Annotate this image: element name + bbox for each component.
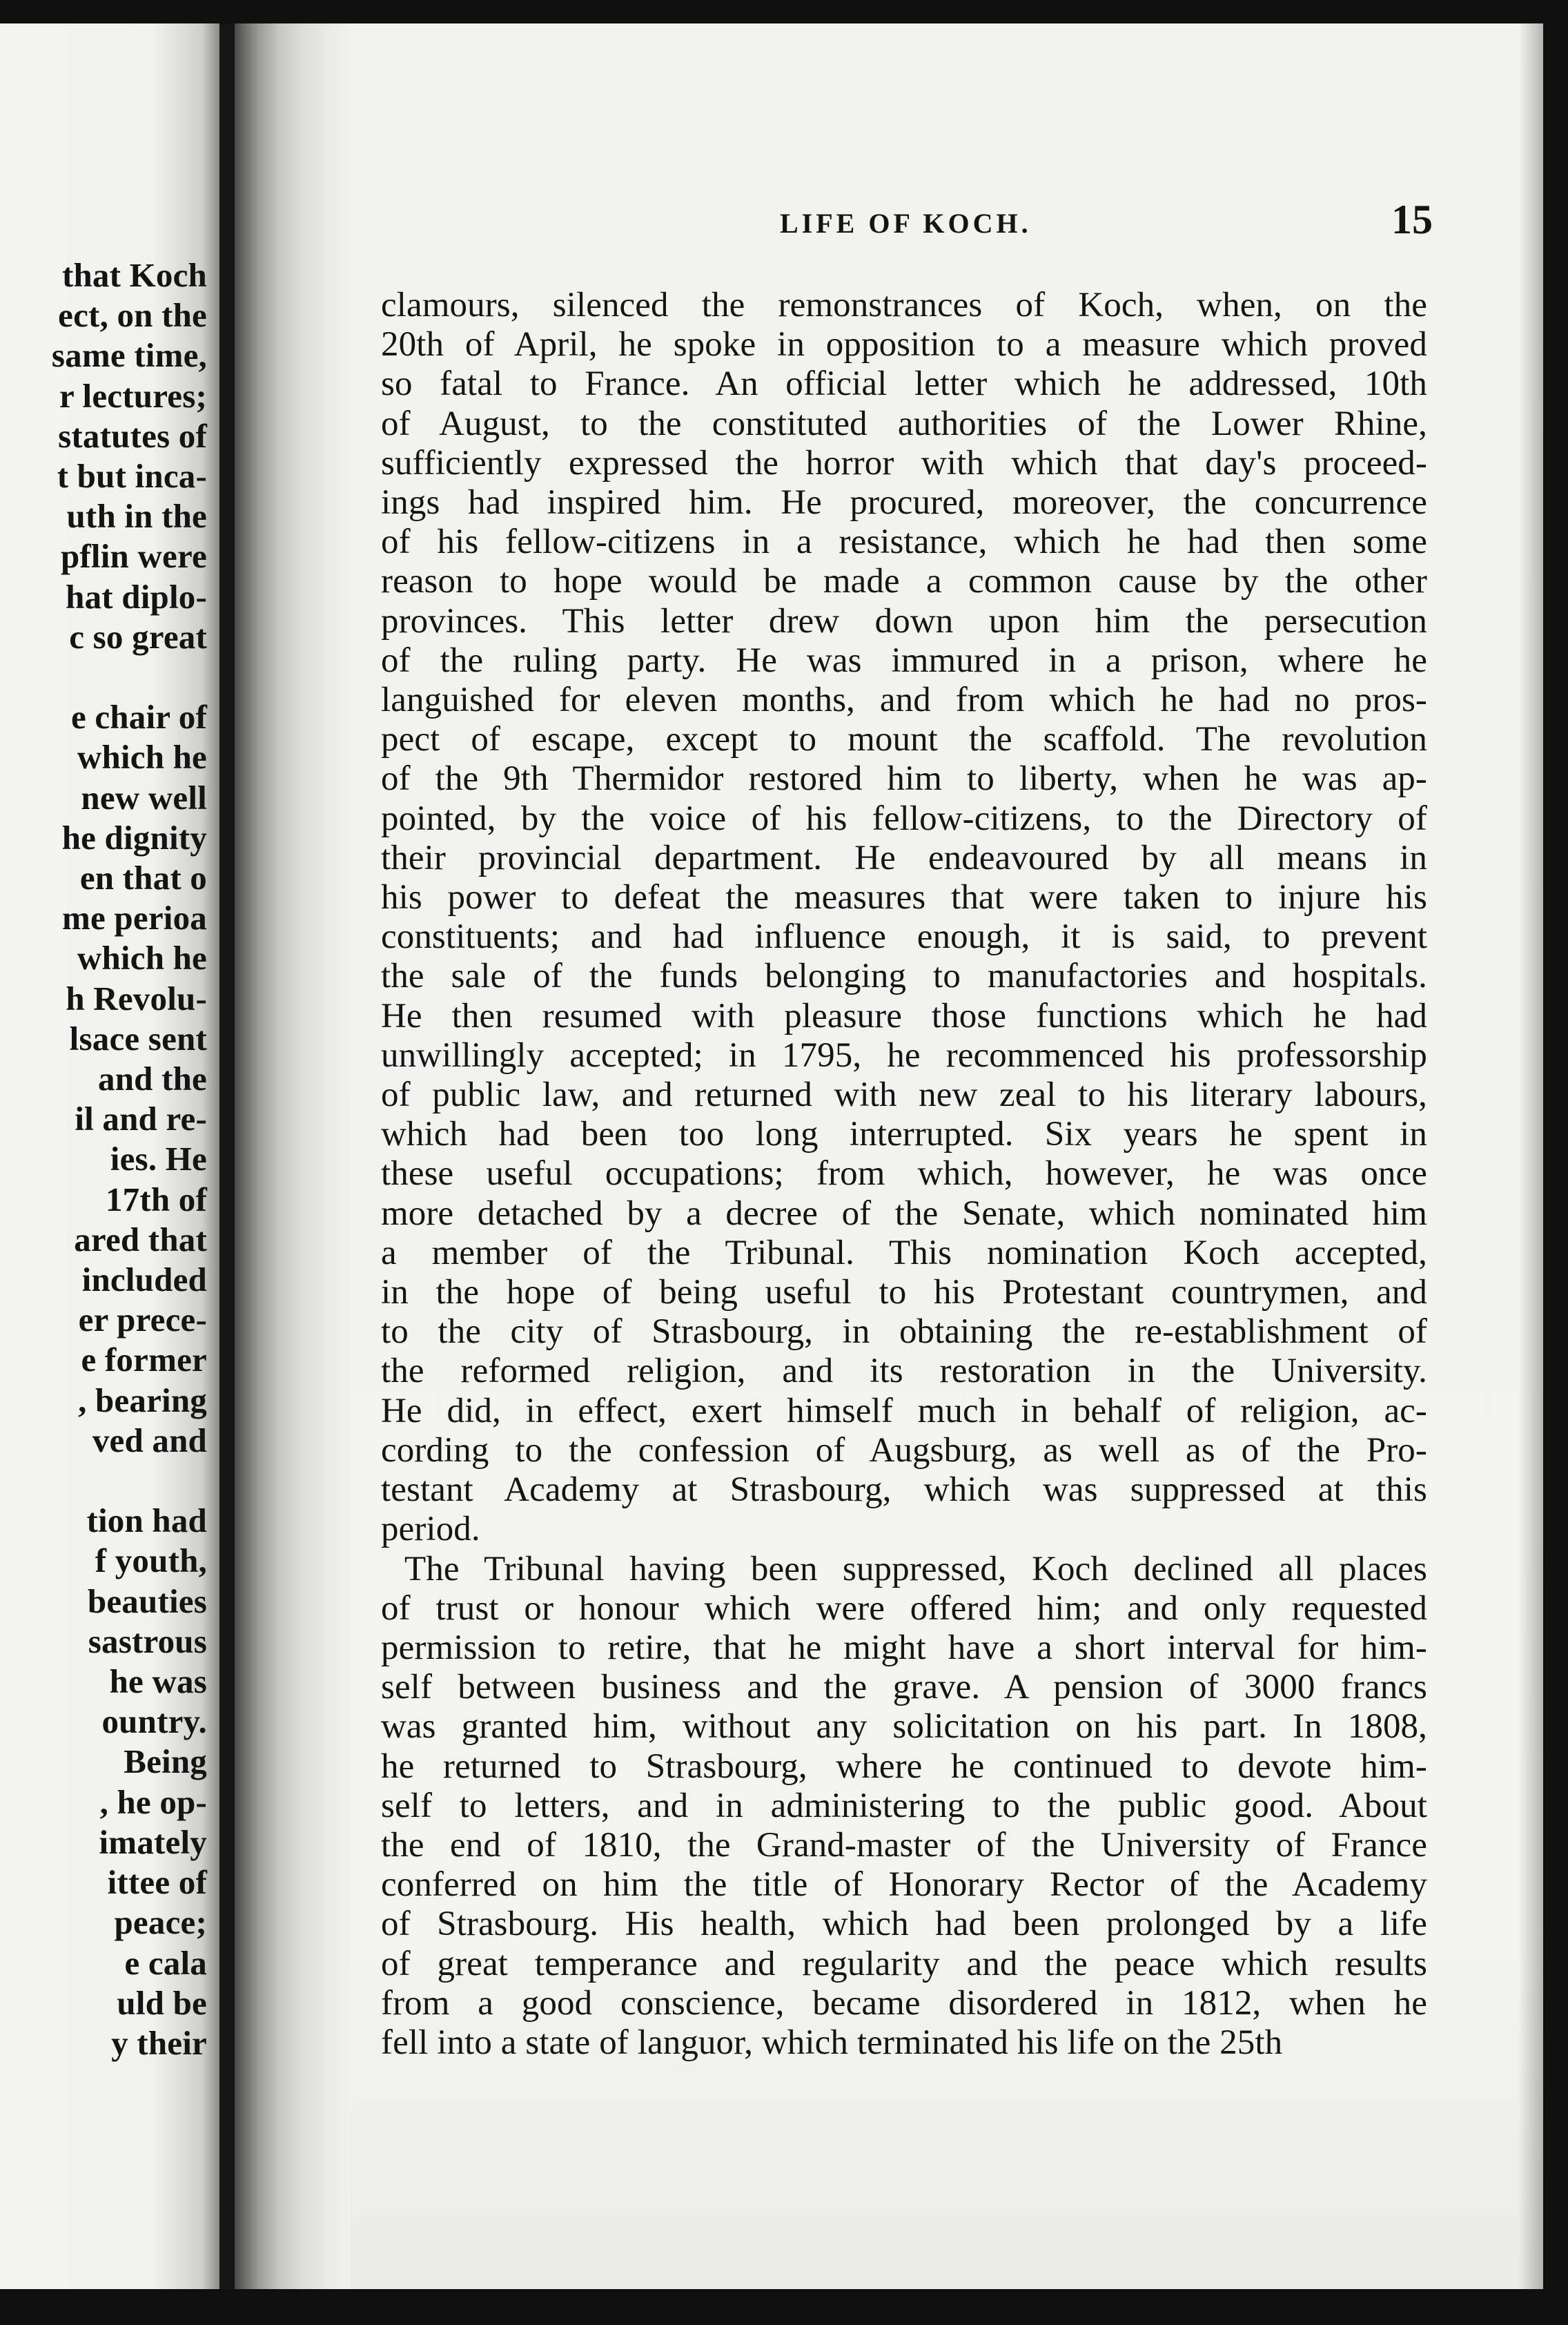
- book-gutter-shadow: [219, 23, 351, 2289]
- facing-page-line: e cala: [124, 1943, 207, 1982]
- facing-page-line: which he: [77, 738, 207, 777]
- text-line: to the city of Strasbourg, in obtaining the re-establishment of: [381, 1312, 1427, 1352]
- text-line: unwillingly accepted; in 1795, he recommenced his professorship: [381, 1035, 1427, 1075]
- text-line: 20th of April, he spoke in opposition to a measure which proved: [381, 325, 1427, 364]
- facing-page-line: e chair of: [70, 698, 207, 737]
- facing-page-line: , bearing: [78, 1381, 207, 1419]
- text-line: was granted him, without any solicitation on his part. In 1808,: [381, 1707, 1427, 1747]
- body-text: [381, 286, 1427, 2063]
- facing-page-line: beauties: [87, 1582, 207, 1620]
- facing-page-line: e former: [81, 1341, 207, 1379]
- facing-page-line: which he: [77, 939, 207, 977]
- text-line: of the 9th Thermidor restored him to liberty, when he was ap-: [381, 759, 1427, 799]
- text-line: of the ruling party. He was immured in a prison, where he: [381, 641, 1427, 680]
- facing-page-line: r lectures;: [59, 376, 207, 415]
- facing-page-line: included: [81, 1261, 207, 1299]
- text-line: clamours, silenced the remonstrances of Koch, when, on the: [381, 286, 1427, 324]
- facing-page-line: er prece-: [78, 1301, 207, 1339]
- text-line: of great temperance and regularity and the peace which results: [381, 1944, 1427, 1983]
- facing-page-line: pflin were: [60, 537, 207, 576]
- book-spine: [219, 23, 235, 2289]
- text-line: the sale of the funds belonging to manufactories and hospitals.: [381, 957, 1427, 996]
- facing-page-line: , he op-: [99, 1782, 207, 1821]
- facing-page-line: that Koch: [61, 256, 207, 294]
- text-line: of August, to the constituted authorities of the Lower Rhine,: [381, 404, 1427, 443]
- facing-page-line: tion had: [86, 1501, 207, 1540]
- facing-page-line: t but inca-: [57, 457, 207, 496]
- text-line: pect of escape, except to mount the scaffold. The revolution: [381, 720, 1427, 759]
- scan-border-right: [1543, 0, 1568, 2325]
- text-line: He did, in effect, exert himself much in behalf of religion, ac-: [381, 1391, 1427, 1430]
- scan-border-top: [0, 0, 1568, 23]
- facing-page-line: he dignity: [61, 818, 207, 857]
- facing-page-text: [52, 255, 207, 2063]
- text-line: reason to hope would be made a common cause by the other: [381, 562, 1427, 601]
- text-line: self between business and the grave. A pension of 3000 francs: [381, 1668, 1427, 1707]
- facing-page-line: ved and: [92, 1421, 207, 1459]
- facing-page-line: sastrous: [88, 1622, 207, 1660]
- facing-page-line: y their: [111, 2023, 207, 2062]
- scan-border-bottom: [0, 2289, 1568, 2325]
- text-line: he returned to Strasbourg, where he continued to devote him-: [381, 1747, 1427, 1786]
- facing-page-line: statutes of: [58, 416, 207, 455]
- text-line: cording to the confession of Augsburg, as well as of the Pro-: [381, 1430, 1427, 1470]
- facing-page-line: same time,: [51, 336, 207, 375]
- text-line: so fatal to France. An official letter which he addressed, 10th: [381, 364, 1427, 404]
- text-line: testant Academy at Strasbourg, which was suppressed at this: [381, 1470, 1427, 1510]
- text-line: pointed, by the voice of his fellow-citizens, to the Directory of: [381, 799, 1427, 838]
- facing-page-line: uld be: [117, 1983, 207, 2022]
- text-line: self to letters, and in administering to the public good. About: [381, 1786, 1427, 1825]
- facing-page-line: me perioa: [62, 899, 207, 937]
- facing-page: [0, 23, 219, 2289]
- text-line: these useful occupations; from which, however, he was once: [381, 1154, 1427, 1194]
- facing-page-line: ittee of: [107, 1863, 207, 1902]
- facing-page-line: peace;: [114, 1903, 207, 1942]
- text-line: The Tribunal having been suppressed, Koch declined all places: [404, 1549, 1427, 1588]
- facing-page-line: ared that: [74, 1220, 207, 1258]
- text-line: permission to retire, that he might have a short interval for him-: [381, 1628, 1427, 1667]
- facing-page-line: lsace sent: [69, 1019, 207, 1058]
- facing-page-line: ies. He: [110, 1140, 207, 1178]
- facing-page-gap: [52, 1461, 207, 1501]
- text-line: constituents; and had influence enough, it is said, to prevent: [381, 917, 1427, 957]
- facing-page-line: uth in the: [66, 497, 207, 536]
- facing-page-line: c so great: [69, 617, 207, 656]
- facing-page-line: Being: [124, 1742, 207, 1781]
- running-head: LIFE OF KOCH.: [780, 208, 1032, 239]
- text-line: the reformed religion, and its restoration in the University.: [381, 1352, 1427, 1391]
- text-line: of his fellow-citizens in a resistance, which he had then some: [381, 523, 1427, 562]
- facing-page-line: 17th of: [105, 1180, 207, 1218]
- facing-page-gap: [52, 657, 207, 697]
- text-line: sufficiently expressed the horror with which that day's proceed-: [381, 443, 1427, 483]
- facing-page-line: hat diplo-: [66, 577, 207, 616]
- text-line: He then resumed with pleasure those functions which he had: [381, 996, 1427, 1035]
- text-line: fell into a state of languor, which terminated his life on the 25th: [381, 2023, 1283, 2062]
- facing-page-line: en that o: [79, 859, 207, 897]
- text-line: of public law, and returned with new zeal to his literary labours,: [381, 1076, 1427, 1115]
- text-line: period.: [381, 1510, 480, 1549]
- text-line: more detached by a decree of the Senate, which nominated him: [381, 1194, 1427, 1233]
- page-edge-shade: [1518, 23, 1543, 2289]
- text-line: the end of 1810, the Grand-master of the University of France: [381, 1825, 1427, 1865]
- text-line: a member of the Tribunal. This nomination Koch accepted,: [381, 1233, 1427, 1272]
- facing-page-line: ect, on the: [58, 296, 207, 335]
- page-number: 15: [1391, 197, 1433, 242]
- facing-page-line: imately: [99, 1822, 207, 1861]
- facing-page-line: h Revolu-: [66, 979, 207, 1018]
- facing-page-line: ountry.: [101, 1702, 207, 1741]
- text-line: provinces. This letter drew down upon him the persecution: [381, 601, 1427, 641]
- text-line: ings had inspired him. He procured, moreover, the concurrence: [381, 483, 1427, 523]
- facing-page-line: new well: [81, 778, 207, 817]
- text-line: conferred on him the title of Honorary Rector of the Academy: [381, 1865, 1427, 1905]
- text-line: from a good conscience, became disordered in 1812, when he: [381, 1983, 1427, 2023]
- text-line: languished for eleven months, and from which he had no pros-: [381, 681, 1427, 720]
- facing-page-line: and the: [98, 1060, 207, 1098]
- text-line: their provincial department. He endeavoured by all means in: [381, 838, 1427, 877]
- text-line: his power to defeat the measures that were taken to injure his: [381, 878, 1427, 917]
- text-line: which had been too long interrupted. Six years he spent in: [381, 1115, 1427, 1154]
- facing-page-line: f youth,: [95, 1541, 207, 1580]
- facing-page-line: il and re-: [75, 1100, 207, 1138]
- text-line: in the hope of being useful to his Protestant countrymen, and: [381, 1273, 1427, 1312]
- text-line: of trust or honour which were offered him; and only requested: [381, 1588, 1427, 1628]
- text-line: of Strasbourg. His health, which had been prolonged by a life: [381, 1905, 1427, 1944]
- facing-page-line: he was: [109, 1662, 207, 1701]
